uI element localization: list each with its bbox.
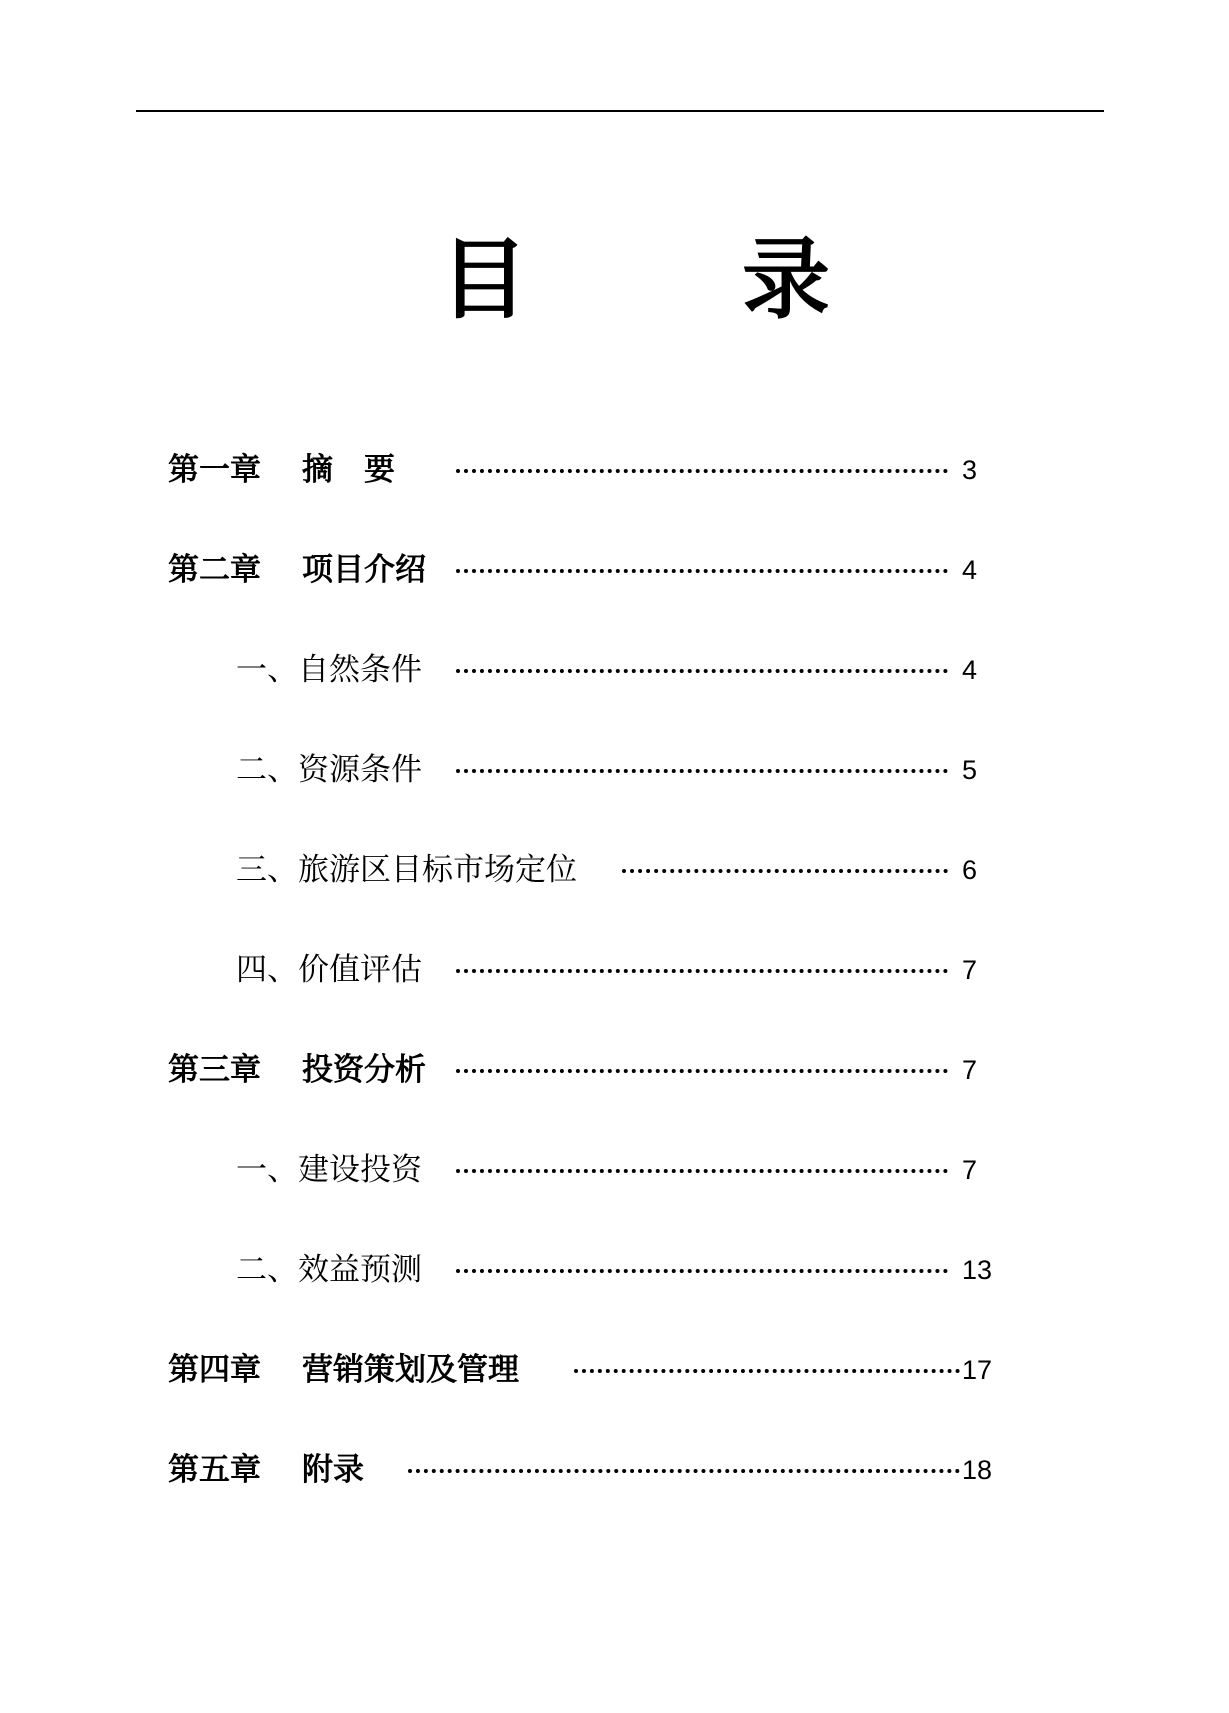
toc-entry-chapter-4[interactable] <box>0 1348 1229 1392</box>
title-char-1: 目 <box>440 228 529 331</box>
toc-entry-chapter-1[interactable] <box>0 448 1229 492</box>
toc-entry-section[interactable] <box>0 848 1229 892</box>
dot-leader <box>456 569 948 573</box>
page-number: 5 <box>962 755 978 785</box>
section-title: 三、旅游区目标市场定位 <box>236 852 577 888</box>
page-number: 6 <box>962 855 978 885</box>
toc-entry-section[interactable] <box>0 648 1229 692</box>
toc-entry-label <box>168 1048 426 1092</box>
toc-entry-label <box>168 548 426 592</box>
dot-leader <box>456 469 948 473</box>
chapter-number: 第三章 <box>168 1052 261 1088</box>
section-title: 二、效益预测 <box>236 1252 422 1288</box>
toc-entry-chapter-3[interactable] <box>0 1048 1229 1092</box>
page-number: 4 <box>962 655 978 685</box>
section-title: 一、建设投资 <box>236 1152 422 1188</box>
dot-leader <box>456 669 948 673</box>
page-number: 7 <box>962 1155 978 1185</box>
chapter-title: 投资分析 <box>302 1052 426 1088</box>
section-title: 二、资源条件 <box>236 752 422 788</box>
page-number: 3 <box>962 455 978 485</box>
page-number: 13 <box>962 1255 993 1285</box>
toc-entry-section[interactable] <box>0 948 1229 992</box>
dot-leader <box>456 969 948 973</box>
page-number: 17 <box>962 1355 993 1385</box>
toc-entry-section[interactable] <box>0 748 1229 792</box>
dot-leader <box>622 869 948 873</box>
chapter-number: 第二章 <box>168 552 261 588</box>
toc-entry-section[interactable] <box>0 1148 1229 1192</box>
chapter-number: 第四章 <box>168 1352 261 1388</box>
dot-leader <box>408 1469 960 1473</box>
chapter-title: 营销策划及管理 <box>302 1352 519 1388</box>
chapter-number: 第一章 <box>168 452 261 488</box>
toc-entry-label <box>168 1448 364 1492</box>
chapter-title: 附录 <box>302 1452 364 1488</box>
section-title: 四、价值评估 <box>236 952 422 988</box>
toc-entry-chapter-2[interactable] <box>0 548 1229 592</box>
dot-leader <box>456 1069 948 1073</box>
toc-entry-section[interactable] <box>0 1248 1229 1292</box>
page-number: 18 <box>962 1455 993 1485</box>
dot-leader <box>456 1269 948 1273</box>
toc-entry-label <box>168 448 395 492</box>
page-number: 7 <box>962 955 978 985</box>
chapter-number: 第五章 <box>168 1452 261 1488</box>
toc-entry-chapter-5[interactable] <box>0 1448 1229 1492</box>
toc-entry-label <box>168 1348 519 1392</box>
chapter-title: 项目介绍 <box>302 552 426 588</box>
page-number: 4 <box>962 555 978 585</box>
dot-leader <box>574 1369 960 1373</box>
page-number: 7 <box>962 1055 978 1085</box>
dot-leader <box>456 1169 948 1173</box>
title-char-2: 录 <box>742 228 831 331</box>
section-title: 一、自然条件 <box>236 652 422 688</box>
chapter-title: 摘 要 <box>302 452 395 488</box>
dot-leader <box>456 769 948 773</box>
